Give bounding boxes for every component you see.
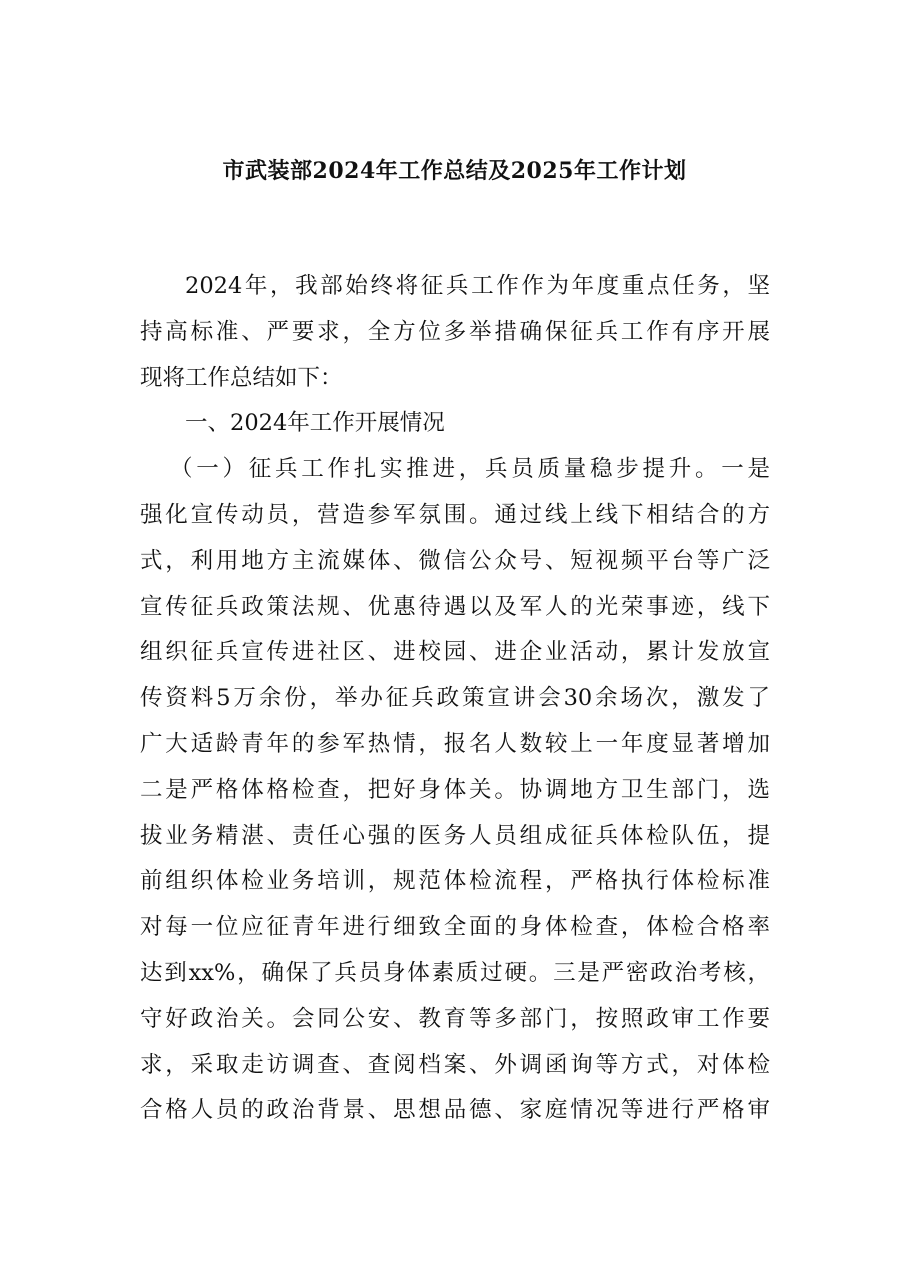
section-heading: 一、2024年工作开展情况: [185, 410, 445, 437]
paragraph-line: 式，利用地方主流媒体、微信公众号、短视频平台等广泛: [140, 547, 770, 574]
paragraph-line: 传资料5万余份，举办征兵政策宣讲会30余场次，激发了: [140, 685, 770, 712]
paragraph-line: 对每一位应征青年进行细致全面的身体检查，体检合格率: [140, 914, 770, 941]
paragraph-line: 前组织体检业务培训，规范体检流程，严格执行体检标准: [140, 868, 770, 895]
paragraph-line: （一）征兵工作扎实推进，兵员质量稳步提升。一是: [170, 456, 770, 483]
paragraph-line: 合格人员的政治背景、思想品德、家庭情况等进行严格审: [140, 1097, 770, 1124]
paragraph-line: 组织征兵宣传进社区、进校园、进企业活动，累计发放宣: [140, 639, 770, 666]
paragraph-line: 二是严格体格检查，把好身体关。协调地方卫生部门，选: [140, 776, 770, 803]
paragraph-line: 宣传征兵政策法规、优惠待遇以及军人的光荣事迹，线下: [140, 593, 770, 620]
paragraph-line: 现将工作总结如下：: [140, 364, 343, 391]
paragraph-line: 达到xx%，确保了兵员身体素质过硬。三是严密政治考核，: [140, 959, 770, 986]
paragraph-line: 强化宣传动员，营造参军氛围。通过线上线下相结合的方: [140, 501, 770, 528]
paragraph-line: 守好政治关。会同公安、教育等多部门，按照政审工作要: [140, 1005, 770, 1032]
paragraph-line: 2024年，我部始终将征兵工作作为年度重点任务，坚: [185, 273, 770, 299]
document-title: 市武装部2024年工作总结及2025年工作计划: [222, 158, 687, 184]
paragraph-line: 求，采取走访调查、查阅档案、外调函询等方式，对体检: [140, 1051, 770, 1078]
document-body: [140, 264, 770, 1134]
paragraph-line: 拔业务精湛、责任心强的医务人员组成征兵体检队伍，提: [140, 822, 770, 849]
paragraph-line: 广大适龄青年的参军热情，报名人数较上一年度显著增加: [140, 730, 770, 757]
paragraph-line: 持高标准、严要求，全方位多举措确保征兵工作有序开展: [140, 318, 770, 345]
